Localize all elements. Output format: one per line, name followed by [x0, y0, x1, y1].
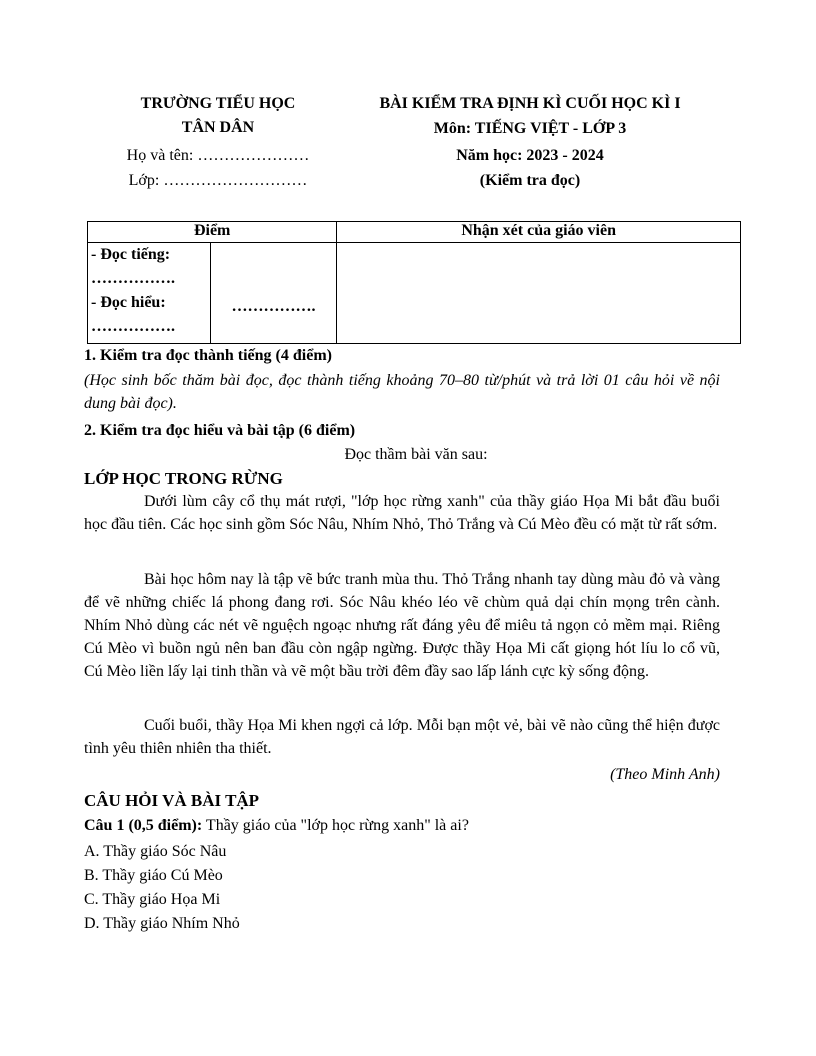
- exam-type: (Kiểm tra đọc): [479, 172, 581, 189]
- reading-comprehension-label: - Đọc hiểu:: [91, 294, 166, 311]
- comment-column-header: Nhận xét của giáo viên: [337, 222, 741, 243]
- questions-heading: CÂU HỎI VÀ BÀI TẬP: [84, 791, 260, 810]
- exam-subject: Môn: TIẾNG VIỆT - LỚP 3: [433, 120, 627, 137]
- student-name-field: Họ và tên: …………………: [126, 147, 310, 164]
- exam-title: BÀI KIỂM TRA ĐỊNH KÌ CUỐI HỌC KÌ I: [379, 95, 681, 112]
- student-class-field: Lớp: ………………………: [128, 172, 308, 189]
- school-name-line1: TRƯỜNG TIỂU HỌC: [140, 95, 296, 112]
- section1-heading: 1. Kiểm tra đọc thành tiếng (4 điểm): [84, 347, 332, 364]
- school-name-line2: TÂN DÂN: [181, 119, 255, 136]
- reading-aloud-score: …………….: [91, 270, 175, 287]
- question-1-option-b[interactable]: B. Thầy giáo Cú Mèo: [84, 867, 223, 884]
- section2-instruction: Đọc thầm bài văn sau:: [344, 446, 488, 463]
- exam-school-year: Năm học: 2023 - 2024: [456, 147, 604, 164]
- score-column-header: Điểm: [88, 222, 337, 243]
- question-1-option-a[interactable]: A. Thầy giáo Sóc Nâu: [84, 843, 227, 860]
- section2-heading: 2. Kiểm tra đọc hiểu và bài tập (6 điểm): [84, 422, 356, 439]
- score-breakdown-cell: [88, 243, 211, 344]
- question-1-option-d[interactable]: D. Thầy giáo Nhím Nhỏ: [84, 915, 240, 932]
- score-table: [87, 221, 741, 344]
- question-1-label: Câu 1 (0,5 điểm):: [84, 817, 203, 834]
- reading-aloud-label: - Đọc tiếng:: [91, 246, 171, 263]
- question-1: [84, 815, 469, 836]
- total-score-cell: [210, 243, 337, 344]
- story-paragraph-2: Bài học hôm nay là tập vẽ bức tranh mùa thu. Thỏ Trắng nhanh tay dùng màu đỏ và vàng để vẽ những chiếc lá phong đang rơi. Sóc Nâu khéo léo vẽ chùm quả dại chín mọng trên cành. Nhím Nhỏ dùng các nét vẽ nguệch ngoạc nhưng rất đáng yêu để miêu tả ngọn cỏ mềm mại. Riêng Cú Mèo vì buồn ngủ nên ban đầu còn ngập ngừng. Được thầy Họa Mi cất giọng hót líu lo cổ vũ, Cú Mèo liền lấy lại tinh thần và vẽ một bầu trời đêm đầy sao lấp lánh cực kỳ sống động.: [84, 571, 720, 680]
- story-paragraph-1: Dưới lùm cây cổ thụ mát rượi, "lớp học rừng xanh" của thầy giáo Họa Mi bắt đầu buổi học đầu tiên. Các học sinh gồm Sóc Nâu, Nhím Nhỏ, Thỏ Trắng và Cú Mèo đều có mặt từ rất sớm.: [84, 493, 720, 533]
- question-1-option-c[interactable]: C. Thầy giáo Họa Mi: [84, 891, 221, 908]
- total-score-dots: …………….: [231, 298, 316, 315]
- reading-comprehension-score: …………….: [91, 318, 175, 335]
- story-title: LỚP HỌC TRONG RỪNG: [84, 469, 283, 488]
- teacher-comment-cell: [337, 243, 741, 344]
- section1-instruction: (Học sinh bốc thăm bài đọc, đọc thành tiếng khoảng 70–80 từ/phút và trả lời 01 câu hỏi về nội dung bài đọc).: [84, 372, 720, 412]
- question-1-text: Thầy giáo của "lớp học rừng xanh" là ai?: [202, 817, 469, 834]
- story-paragraph-3: Cuối buổi, thầy Họa Mi khen ngợi cả lớp. Mỗi bạn một vẻ, bài vẽ nào cũng thể hiện được tình yêu thiên nhiên tha thiết.: [84, 717, 720, 757]
- story-source: (Theo Minh Anh): [610, 766, 720, 783]
